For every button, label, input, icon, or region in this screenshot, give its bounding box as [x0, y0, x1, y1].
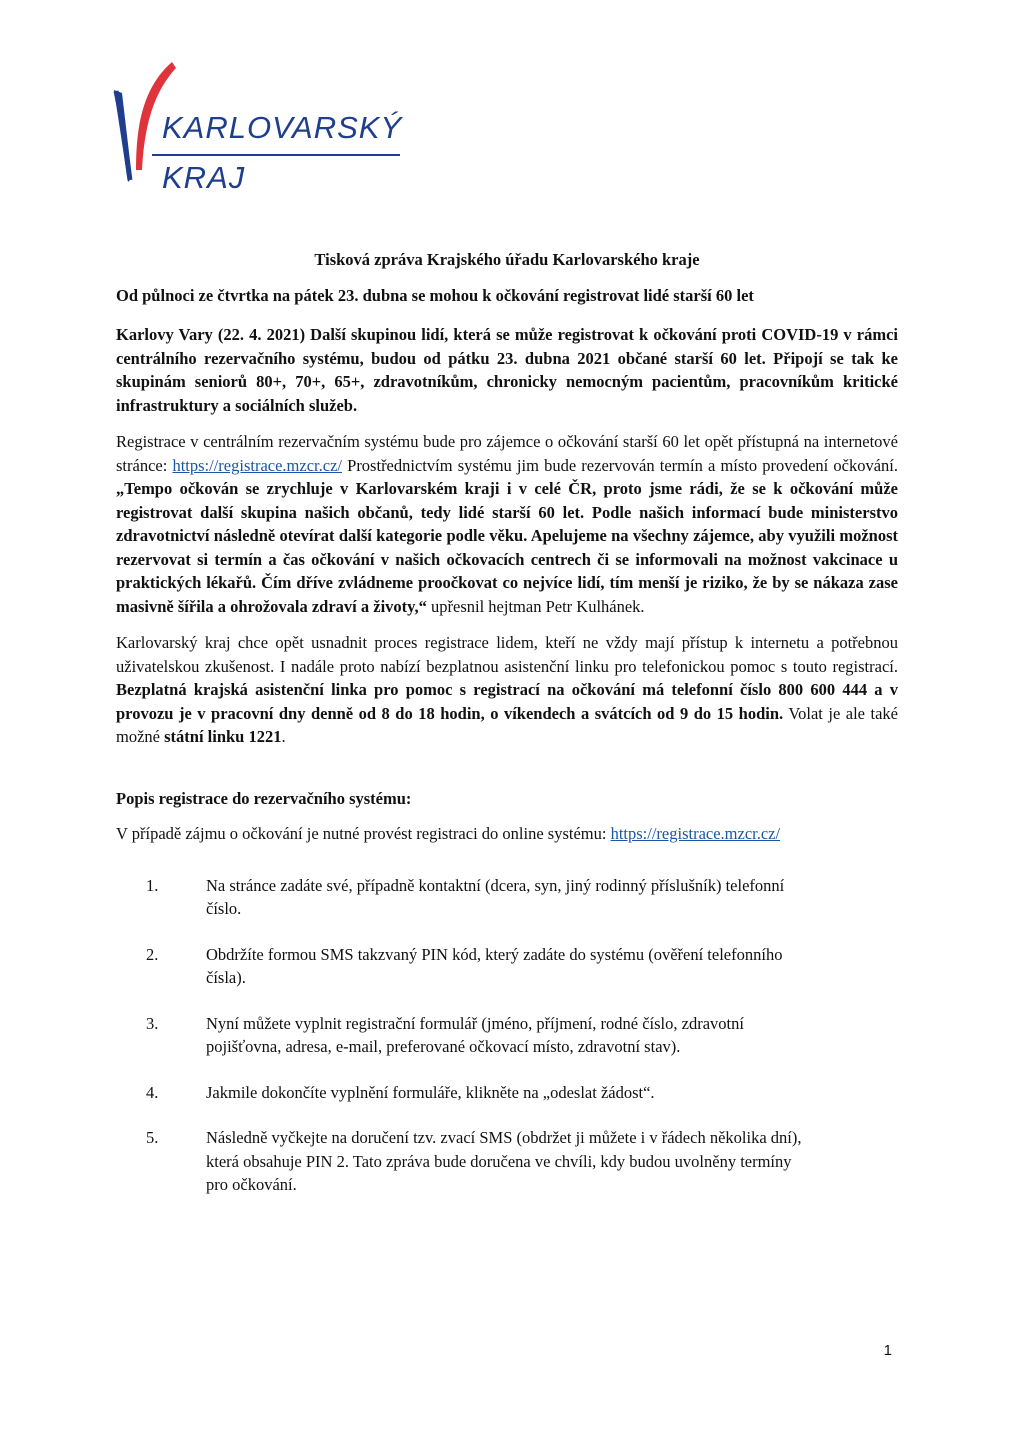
step-number: 1. [146, 875, 159, 895]
list-item [116, 874, 816, 921]
document-subtitle: Od půlnoci ze čtvrtka na pátek 23. dubna se mohou k očkování registrovat lidé starší 60 let [116, 285, 754, 305]
registration-link[interactable]: https://registrace.mzcr.cz/ [172, 455, 342, 475]
step-number: 5. [146, 1128, 159, 1147]
list-item [116, 1126, 816, 1197]
step-number: 3. [146, 1013, 159, 1033]
list-item [116, 1081, 816, 1105]
step-number: 2. [146, 944, 159, 964]
karlovarsky-kraj-logo [112, 58, 412, 198]
list-item [116, 1012, 816, 1059]
section-link[interactable]: https://registrace.mzcr.cz/ [610, 824, 781, 843]
step-text: Na stránce zadáte své, případně kontaktní (dcera, syn, jiný rodinný příslušník) telefonní číslo. [206, 875, 785, 918]
logo-divider [152, 154, 400, 156]
governor-quote: „Tempo očkován se zrychluje v Karlovarském kraji i v celé ČR, proto jsme rádi, že se k očkování může registrovat další skupina našich občanů, tedy lidé starší 60 let. Podle našich informací bude ministerstvo zdravotnictví následně otevírat další kategorie podle věku. Apelujeme na všechny zájemce, aby využili možnost rezervovat si termín a čas očkování v našich očkovacích centrech či se informovali na možnost vakcinace u praktických lékařů. Čím dříve zvládneme proočkovat co nejvíce lidí, tím menší je riziko, že by se nákaza zase masivně šířila a ohrožovala zdraví a životy,“ [116, 479, 898, 616]
helpline-paragraph [116, 631, 898, 749]
registration-steps-list [116, 874, 898, 1197]
helpline-text-1: Karlovarský kraj chce opět usnadnit proces registrace lidem, kteří ne vždy mají přístup k internetu a potřebnou uživatelskou zkušenost. I nadále proto nabízí bezplatnou asistenční linku pro telefonickou pomoc s touto registrací. [116, 633, 898, 676]
lead-paragraph: Karlovy Vary (22. 4. 2021) Další skupinou lidí, která se může registrovat k očkování proti COVID-19 v rámci centrálního rezervačního systému, budou od pátku 23. dubna 2021 občané starší 60 let. Připojí se tak ke skupinám seniorů 80+, 70+, 65+, zdravotníkům, chronicky nemocným pacientům, pracovníkům kritické infrastruktury a sociálních služeb. [116, 325, 898, 415]
logo-text-kraj: KRAJ [162, 160, 246, 195]
step-number: 4. [146, 1082, 159, 1102]
section-intro [116, 822, 898, 846]
document-title: Tisková zpráva Krajského úřadu Karlovarského kraje [314, 250, 700, 269]
page-number: 1 [883, 1342, 892, 1359]
logo-text-karlovarsky: KARLOVARSKÝ [162, 110, 403, 145]
section-title: Popis registrace do rezervačního systému: [116, 788, 412, 808]
helpline-bold-2: státní linku 1221 [164, 727, 282, 746]
step-text: Jakmile dokončíte vyplnění formuláře, klikněte na „odeslat žádost“. [206, 1082, 655, 1102]
helpline-bold-1: Bezplatná krajská asistenční linka pro pomoc s registrací na očkování má telefonní číslo 800 600 444 a v provozu je v pracovní dny denně od 8 do 18 hodin, o víkendech a svátcích od 9 do 15 hodin. [116, 680, 898, 723]
step-text: Obdržíte formou SMS takzvaný PIN kód, který zadáte do systému (ověření telefonního čísla). [206, 944, 783, 987]
press-release [116, 248, 898, 1219]
step-text: Následně vyčkejte na doručení tzv. zvací SMS (obdržet ji můžete i v řádech několika dní), která obsahuje PIN 2. Tato zpráva bude doručena ve chvíli, kdy budou uvolněny termíny pro očkování. [206, 1128, 802, 1194]
step-text: Nyní můžete vyplnit registrační formulář (jméno, příjmení, rodné číslo, zdravotní pojišťovna, adresa, e-mail, preferované očkovací místo, zdravotní stav). [206, 1013, 744, 1056]
registration-text-3: upřesnil hejtman Petr Kulhánek. [426, 596, 645, 616]
registration-paragraph [116, 430, 898, 618]
registration-text-2: Prostřednictvím systému jim bude rezervován termín a místo provedení očkování. [341, 455, 899, 475]
helpline-text-3: . [281, 727, 286, 746]
section-intro-text: V případě zájmu o očkování je nutné provést registraci do online systému: [116, 824, 611, 843]
helpline-text-2: Volat je ale také možné [116, 703, 898, 746]
list-item [116, 943, 816, 990]
registration-text-1: Registrace v centrálním rezervačním systému bude pro zájemce o očkování starší 60 let opět přístupná na internetové stránce: [116, 432, 898, 475]
